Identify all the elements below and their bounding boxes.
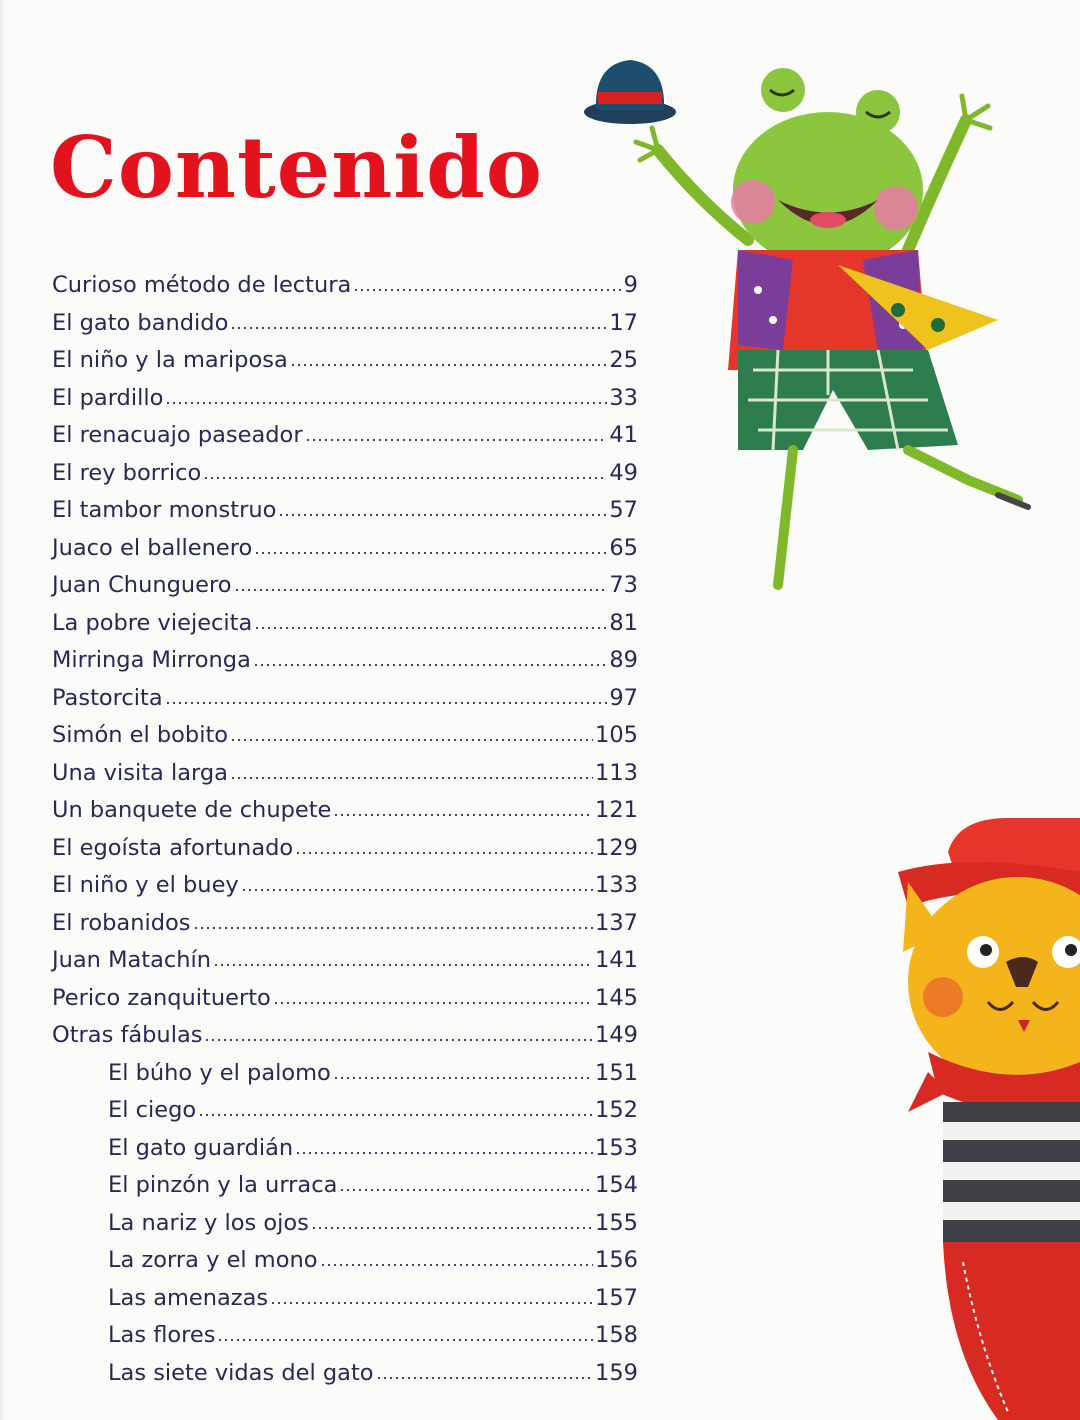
dot-leader [213, 963, 593, 967]
toc-entry [52, 722, 638, 760]
toc-entry-page: 137 [595, 909, 638, 936]
toc-entry-title: Las flores [108, 1322, 216, 1348]
toc-entry-page: 105 [595, 722, 638, 748]
dot-leader [270, 1301, 593, 1305]
toc-entry-title: La nariz y los ojos [108, 1209, 309, 1236]
toc-entry-page: 33 [609, 384, 638, 411]
toc-entry-title: Juan Matachín [52, 947, 212, 973]
dot-leader [253, 663, 607, 667]
toc-entry-page: 113 [595, 759, 638, 786]
toc-entry [52, 272, 638, 310]
page-title: Contenido [50, 118, 543, 217]
toc-entry-title: El gato bandido [52, 309, 229, 336]
toc-subentry [52, 1360, 638, 1398]
toc-entry-title: El ciego [108, 1097, 197, 1123]
toc-entry-page: 133 [595, 872, 638, 898]
dot-leader [295, 1151, 593, 1155]
toc-entry-page: 41 [609, 422, 638, 448]
toc-entry-title: Las siete vidas del gato [108, 1359, 374, 1386]
toc-entry-page: 17 [609, 309, 638, 336]
toc-entry-title: El renacuajo paseador [52, 422, 303, 448]
toc-entry [52, 572, 638, 610]
dot-leader [203, 476, 607, 480]
toc-entry-page: 141 [595, 947, 638, 973]
dot-leader [278, 513, 607, 517]
dot-leader [290, 363, 608, 367]
toc-entry-title: El niño y la mariposa [52, 347, 288, 373]
toc-entry-page: 155 [595, 1209, 638, 1236]
toc-entry [52, 422, 638, 460]
toc-entry-page: 81 [609, 609, 638, 636]
dot-leader [320, 1263, 594, 1267]
toc-entry-page: 57 [609, 497, 638, 523]
toc-entry [52, 685, 638, 723]
dot-leader [311, 1226, 593, 1230]
toc-entry-page: 159 [595, 1359, 638, 1386]
toc-entry-title: Mirringa Mirronga [52, 647, 251, 673]
toc-subentry [52, 1285, 638, 1323]
toc-entry-page: 157 [595, 1284, 638, 1311]
dot-leader [295, 851, 593, 855]
toc-subentry [52, 1322, 638, 1360]
toc-entry-page: 154 [595, 1172, 638, 1198]
toc-entry-title: Las amenazas [108, 1284, 269, 1311]
toc-subentry [52, 1172, 638, 1210]
toc-entry-title: Juaco el ballenero [52, 534, 253, 561]
toc-entry [52, 1022, 638, 1060]
toc-entry [52, 385, 638, 423]
toc-entry-page: 145 [595, 984, 638, 1011]
toc-entry-title: El tambor monstruo [52, 497, 277, 523]
toc-entry-page: 97 [609, 684, 638, 711]
toc-entry-title: La zorra y el mono [108, 1247, 318, 1273]
toc-entry-page: 156 [595, 1247, 638, 1273]
toc-entry-page: 65 [609, 534, 638, 561]
dot-leader [217, 1338, 593, 1342]
toc-entry [52, 910, 638, 948]
dot-leader [339, 1188, 593, 1192]
toc-entry [52, 535, 638, 573]
toc-entry-title: El robanidos [52, 909, 191, 936]
dot-leader [254, 551, 607, 555]
dot-leader [241, 888, 593, 892]
toc-subentry [52, 1247, 638, 1285]
toc-entry-title: Un banquete de chupete [52, 797, 332, 823]
toc-entry-title: El rey borrico [52, 459, 202, 486]
toc-entry-page: 121 [595, 797, 638, 823]
toc-entry-page: 153 [595, 1134, 638, 1161]
table-of-contents [52, 272, 638, 1397]
toc-entry-page: 49 [609, 459, 638, 486]
toc-entry [52, 310, 638, 348]
toc-entry-title: El egoísta afortunado [52, 834, 294, 861]
toc-entry-title: La pobre viejecita [52, 609, 253, 636]
toc-subentry [52, 1135, 638, 1173]
toc-entry-title: El niño y el buey [52, 872, 239, 898]
toc-entry-page: 89 [609, 647, 638, 673]
toc-entry-page: 73 [609, 572, 638, 598]
toc-entry [52, 985, 638, 1023]
dot-leader [333, 813, 593, 817]
toc-entry-title: El gato guardián [108, 1134, 294, 1161]
dot-leader [165, 401, 607, 405]
toc-entry-title: El pinzón y la urraca [108, 1172, 338, 1198]
toc-entry [52, 497, 638, 535]
dot-leader [305, 438, 608, 442]
toc-subentry [52, 1210, 638, 1248]
toc-subentry [52, 1060, 638, 1098]
toc-entry [52, 610, 638, 648]
frog-illustration [578, 50, 1048, 595]
toc-entry-page: 129 [595, 834, 638, 861]
toc-entry-page: 25 [609, 347, 638, 373]
dot-leader [254, 626, 607, 630]
toc-subentry [52, 1097, 638, 1135]
page-edge [0, 0, 6, 1420]
dot-leader [234, 588, 608, 592]
toc-entry-title: Simón el bobito [52, 722, 229, 748]
dot-leader [165, 701, 608, 705]
toc-entry [52, 460, 638, 498]
toc-entry-title: Una visita larga [52, 759, 228, 786]
toc-entry-title: Curioso método de lectura [52, 272, 352, 298]
toc-entry [52, 347, 638, 385]
toc-entry [52, 947, 638, 985]
toc-entry-page: 152 [595, 1097, 638, 1123]
dot-leader [333, 1076, 593, 1080]
toc-entry-title: Perico zanquituerto [52, 984, 271, 1011]
toc-entry-page: 9 [623, 272, 638, 298]
toc-entry-title: Otras fábulas [52, 1022, 203, 1048]
toc-entry-page: 151 [595, 1059, 638, 1086]
dot-leader [230, 776, 593, 780]
toc-entry-page: 158 [595, 1322, 638, 1348]
toc-entry-title: Pastorcita [52, 684, 163, 711]
cat-illustration [888, 812, 1080, 1420]
toc-entry [52, 872, 638, 910]
dot-leader [230, 738, 593, 742]
dot-leader [198, 1113, 593, 1117]
dot-leader [273, 1001, 593, 1005]
bowler-hat-icon [584, 60, 676, 124]
toc-entry [52, 797, 638, 835]
dot-leader [204, 1038, 593, 1042]
toc-entry [52, 760, 638, 798]
dot-leader [193, 926, 594, 930]
dot-leader [230, 326, 607, 330]
dot-leader [376, 1376, 594, 1380]
toc-entry [52, 647, 638, 685]
toc-entry-page: 149 [595, 1022, 638, 1048]
toc-entry-title: El búho y el palomo [108, 1059, 331, 1086]
toc-entry-title: Juan Chunguero [52, 572, 232, 598]
toc-entry-title: El pardillo [52, 384, 164, 411]
toc-entry [52, 835, 638, 873]
